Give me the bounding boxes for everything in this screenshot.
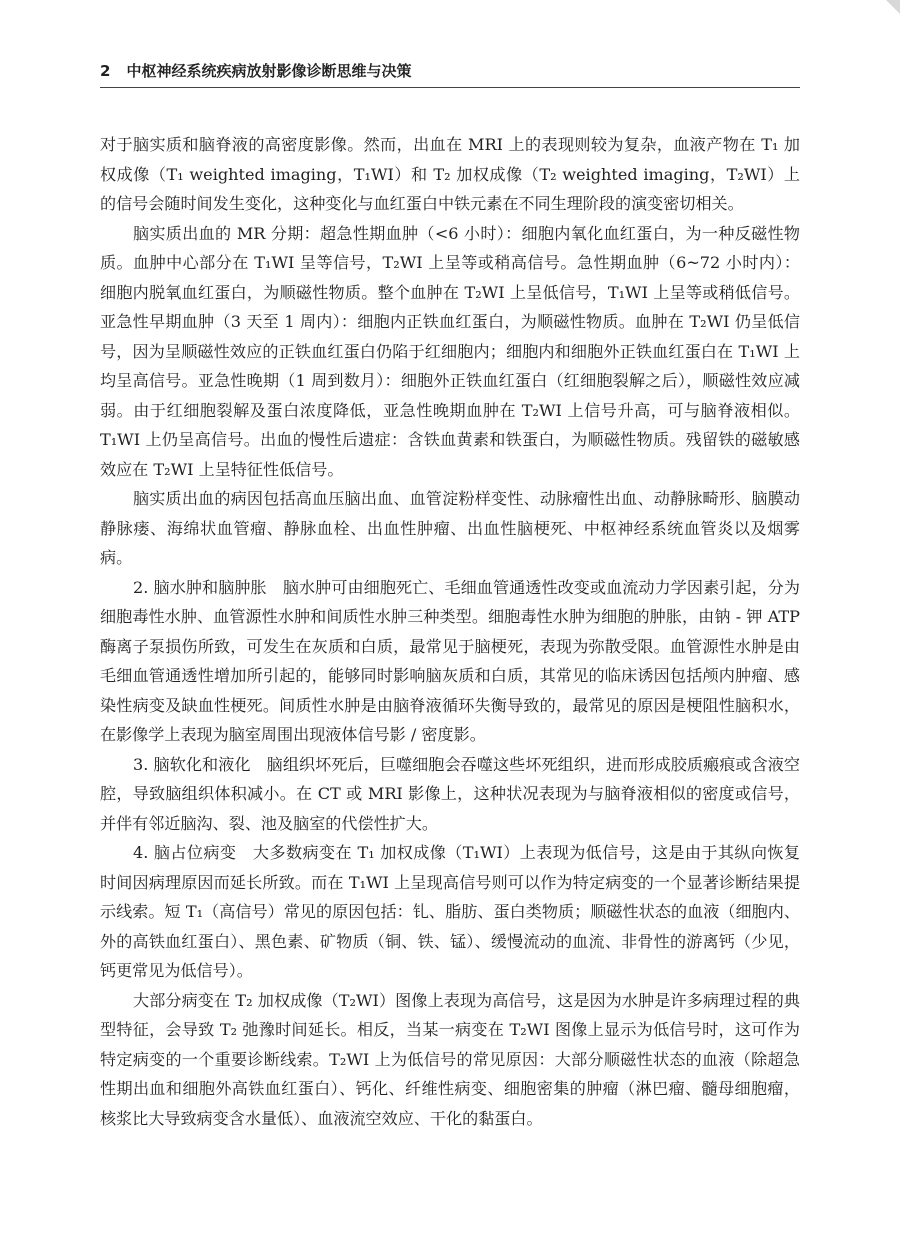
paragraph-edema: 2. 脑水肿和脑肿胀 脑水肿可由细胞死亡、毛细血管通透性改变或血流动力学因素引起，分为细胞毒性水肿、血管源性水肿和间质性水肿三种类型。细胞毒性水肿为细胞的肿胀，由钠 - 钾 ATP 酶离子泵损伤所致，可发生在灰质和白质，最常见于脑梗死，表现为弥散受限。血管源性水肿是由毛细血管通透性增加所引起的，能够同时影响脑灰质和白质，其常见的临床诱因包括颅内肿瘤、感染性病变及缺血性梗死。间质性水肿是由脑脊液循环失衡导致的，最常见的原因是梗阻性脑积水，在影像学上表现为脑室周围出现液体信号影 / 密度影。 xyxy=(100,577,800,744)
header-rule xyxy=(100,87,800,88)
paragraph-encephalomalacia: 3. 脑软化和液化 脑组织坏死后，巨噬细胞会吞噬这些坏死组织，进而形成胶质瘢痕或含液空腔，导致脑组织体积减小。在 CT 或 MRI 影像上，这种状况表现为与脑脊液相似的密度或信号，并伴有邻近脑沟、裂、池及脑室的代偿性扩大。 xyxy=(100,754,800,833)
page-corner-shade xyxy=(886,0,900,14)
paragraph-hemorrhage-causes: 脑实质出血的病因包括高血压脑出血、血管淀粉样变性、动脉瘤性出血、动静脉畸形、脑膜动静脉瘘、海绵状血管瘤、静脉血栓、出血性肿瘤、出血性脑梗死、中枢神经系统血管炎以及烟雾病。 xyxy=(100,489,800,567)
page-number: 2 xyxy=(100,62,111,80)
paragraph-mr-staging: 脑实质出血的 MR 分期：超急性期血肿（<6 小时）：细胞内氧化血红蛋白，为一种反磁性物质。血肿中心部分在 T₁WI 呈等信号，T₂WI 上呈等或稍高信号。急性期血肿（6~72 小时内）：细胞内脱氧血红蛋白，为顺磁性物质。整个血肿在 T₂WI 上呈低信号，T₁WI 上呈等或稍低信号。亚急性早期血肿（3 天至 1 周内）：细胞内正铁血红蛋白，为顺磁性物质。血肿在 T₂WI 仍呈低信号，因为呈顺磁性效应的正铁血红蛋白仍陷于红细胞内；细胞内和细胞外正铁血红蛋白在 T₁WI 上均呈高信号。亚急性晚期（1 周到数月）：细胞外正铁血红蛋白（红细胞裂解之后），顺磁性效应减弱。由于红细胞裂解及蛋白浓度降低，亚急性晚期血肿在 T₂WI 上信号升高，可与脑脊液相似。T₁WI 上仍呈高信号。出血的慢性后遗症：含铁血黄素和铁蛋白，为顺磁性物质。残留铁的磁敏感效应在 T₂WI 上呈特征性低信号。 xyxy=(100,223,800,479)
page-body xyxy=(100,130,800,1133)
paragraph-t2-signal: 大部分病变在 T₂ 加权成像（T₂WI）图像上表现为高信号，这是因为水肿是许多病理过程的典型特征，会导致 T₂ 弛豫时间延长。相反，当某一病变在 T₂WI 图像上显示为低信号时，这可作为特定病变的一个重要诊断线索。T₂WI 上为低信号的常见原因：大部分顺磁性状态的血液（除超急性期出血和细胞外高铁血红蛋白）、钙化、纤维性病变、细胞密集的肿瘤（淋巴瘤、髓母细胞瘤，核浆比大导致病变含水量低）、血液流空效应、干化的黏蛋白。 xyxy=(100,990,800,1128)
paragraph-continuation: 对于脑实质和脑脊液的高密度影像。然而，出血在 MRI 上的表现则较为复杂，血液产物在 T₁ 加权成像（T₁ weighted imaging，T₁WI）和 T₂ 加权成像（T₂ weighted imaging，T₂WI）上的信号会随时间发生变化，这种变化与血红蛋白中铁元素在不同生理阶段的演变密切相关。 xyxy=(100,135,800,213)
book-title: 中枢神经系统疾病放射影像诊断思维与决策 xyxy=(126,62,412,80)
running-header xyxy=(100,60,800,81)
paragraph-mass-lesion: 4. 脑占位病变 大多数病变在 T₁ 加权成像（T₁WI）上表现为低信号，这是由于其纵向恢复时间因病理原因而延长所致。而在 T₁WI 上呈现高信号则可以作为特定病变的一个显著诊断结果提示线索。短 T₁（高信号）常见的原因包括：钆、脂肪、蛋白类物质；顺磁性状态的血液（细胞内、外的高铁血红蛋白）、黑色素、矿物质（铜、铁、锰）、缓慢流动的血流、非骨性的游离钙（少见，钙更常见为低信号）。 xyxy=(100,843,800,980)
